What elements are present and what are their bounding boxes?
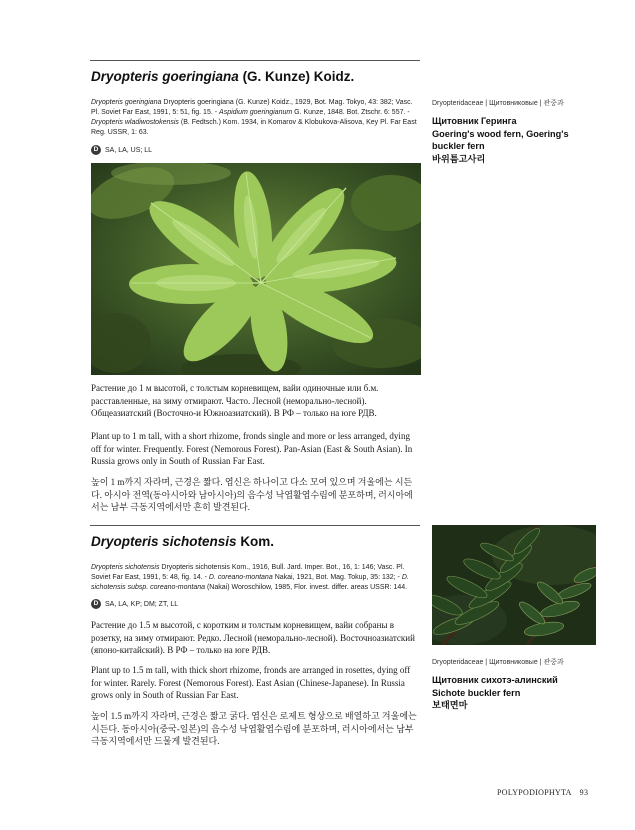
distribution-badge: D	[91, 599, 101, 609]
synonymy-text: (B. Fedtsch.) Kom. 1934, in Komarov & Klobukova-Alisova, Key Pl. Far East Reg. USSR, 1: 63.	[91, 119, 417, 136]
synonymy-name: Dryopteris goeringiana	[91, 99, 162, 106]
synonym-name: Dryopteris wladiwostokensis	[91, 119, 179, 126]
species-title	[91, 534, 274, 549]
family-label: Dryopteridaceae | Щитовниковые | 관중과	[432, 659, 564, 666]
synonymy-text: Dryopteris goeringiana (G. Kunze) Koidz., 1929, Bot. Mag. Tokyo, 43: 382; Vasc. Pl. Soviet Far East, 1991, 5: 51, fig. 15. -	[91, 99, 413, 116]
description-en: Plant up to 1.5 m tall, with thick short rhizome, fronds are arranged in rosettes, dying off for winter. Rarely. Forest (Nemorous Forest). East Asian (Chinese-Japanese). In Russia grows only in South of Russian Far East.	[91, 665, 411, 700]
species-name: Dryopteris sichotensis	[91, 534, 237, 549]
common-name-ru: Щитовник Геринга	[432, 116, 517, 126]
synonymy-text: (Nakai) Woroschilow, 1985, Flor. invest. differ. areas USSR: 144.	[206, 584, 408, 591]
description-ko: 높이 1.5 m까지 자라며, 근경은 짧고 굵다. 엽신은 로제트 형상으로 배열하고 겨울에는 시든다. 동아시아(중국-일본)의 음수성 낙엽활엽수림에 분포하며, 러시아에서는 남부 극동지역에서만 드물게 발견된다.	[91, 711, 417, 746]
species-title	[91, 69, 354, 84]
common-name-ko: 보태면마	[432, 700, 468, 710]
description-en: Plant up to 1 m tall, with a short rhizome, fronds single and more or less arranged, dying off for winter. Frequently. Forest (Nemorous Forest). Pan-Asian (East & South Asian). In Russia grows only in South of Russian Far East.	[91, 431, 413, 466]
synonym-name: D. sichotensis subsp. coreano-montana	[91, 574, 409, 591]
common-name-ko: 바위틈고사리	[432, 153, 486, 164]
synonym-name: Aspidium goeringianum	[219, 109, 293, 116]
distribution-codes: SA, LA, KP; DM; ZT, LL	[105, 600, 179, 608]
synonymy	[91, 98, 421, 138]
synonymy-text: Nakai, 1921, Bot. Mag. Tokup, 35: 132; -	[274, 574, 400, 581]
common-name-en: Goering's wood fern, Goering's buckler fern	[432, 128, 569, 151]
common-name-ru: Щитовник сихотэ-алинский	[432, 675, 558, 685]
page-footer	[497, 788, 588, 797]
description-ko: 높이 1 m까지 자라며, 근경은 짧다. 엽신은 하나이고 다소 모여 있으며 겨울에는 시든다. 아시아 전역(동아시아와 남아시아)의 음수성 낙엽활엽수림에 분포하며, 러시아에서는 남부 극동지역에서만 흔히 발견된다.	[91, 477, 413, 512]
distribution	[91, 145, 152, 155]
description-ru: Растение до 1 м высотой, с толстым корневищем, вайи одиночные или б.м. расставленные, на зиму отмирают. Часто. Лесной (неморально-лесной). Общеазиатский (Восточно-и Южноазиатский). В РФ – только на юге РДВ.	[91, 383, 379, 418]
common-name-en: Sichote buckler fern	[432, 687, 521, 698]
distribution-badge: D	[91, 145, 101, 155]
species-author: (G. Kunze) Koidz.	[242, 69, 355, 84]
synonym-name: D. coreano-montana	[208, 574, 273, 581]
section-rule-top	[90, 60, 420, 61]
family-label: Dryopteridaceae | Щитовниковые | 관중과	[432, 100, 564, 107]
section-rule	[90, 525, 420, 526]
species-photo	[432, 525, 596, 645]
species-name: Dryopteris goeringiana	[91, 69, 239, 84]
page-number: 93	[579, 788, 589, 797]
section-name: POLYPODIOPHYTA	[497, 788, 572, 797]
distribution	[91, 599, 178, 609]
species-photo	[91, 163, 421, 375]
synonymy-text: Dryopteris sichotensis Kom., 1916, Bull. Jard. Imper. Bot., 16, 1: 146; Vasc. Pl. Soviet Far East, 1991, 5: 48, fig. 14. -	[91, 564, 405, 581]
common-names	[432, 115, 592, 165]
distribution-codes: SA, LA, US; LL	[105, 146, 153, 154]
description-ru: Растение до 1.5 м высотой, с коротким и толстым корневищем, вайи собраны в розетку, на зиму отмирают. Редко. Лесной (неморально-лесной). Восточноазиатский (японо-китайский). В РФ – только на юге РДВ.	[91, 620, 415, 655]
fern-closeup-illustration	[432, 525, 596, 645]
synonymy-text: G. Kunze, 1848. Bot. Ztschr. 6: 557. -	[294, 109, 410, 116]
common-names	[432, 674, 596, 712]
synonymy	[91, 563, 421, 593]
species-author: Kom.	[240, 534, 275, 549]
fern-photo-illustration	[91, 163, 421, 375]
synonymy-name: Dryopteris sichotensis	[91, 564, 160, 571]
